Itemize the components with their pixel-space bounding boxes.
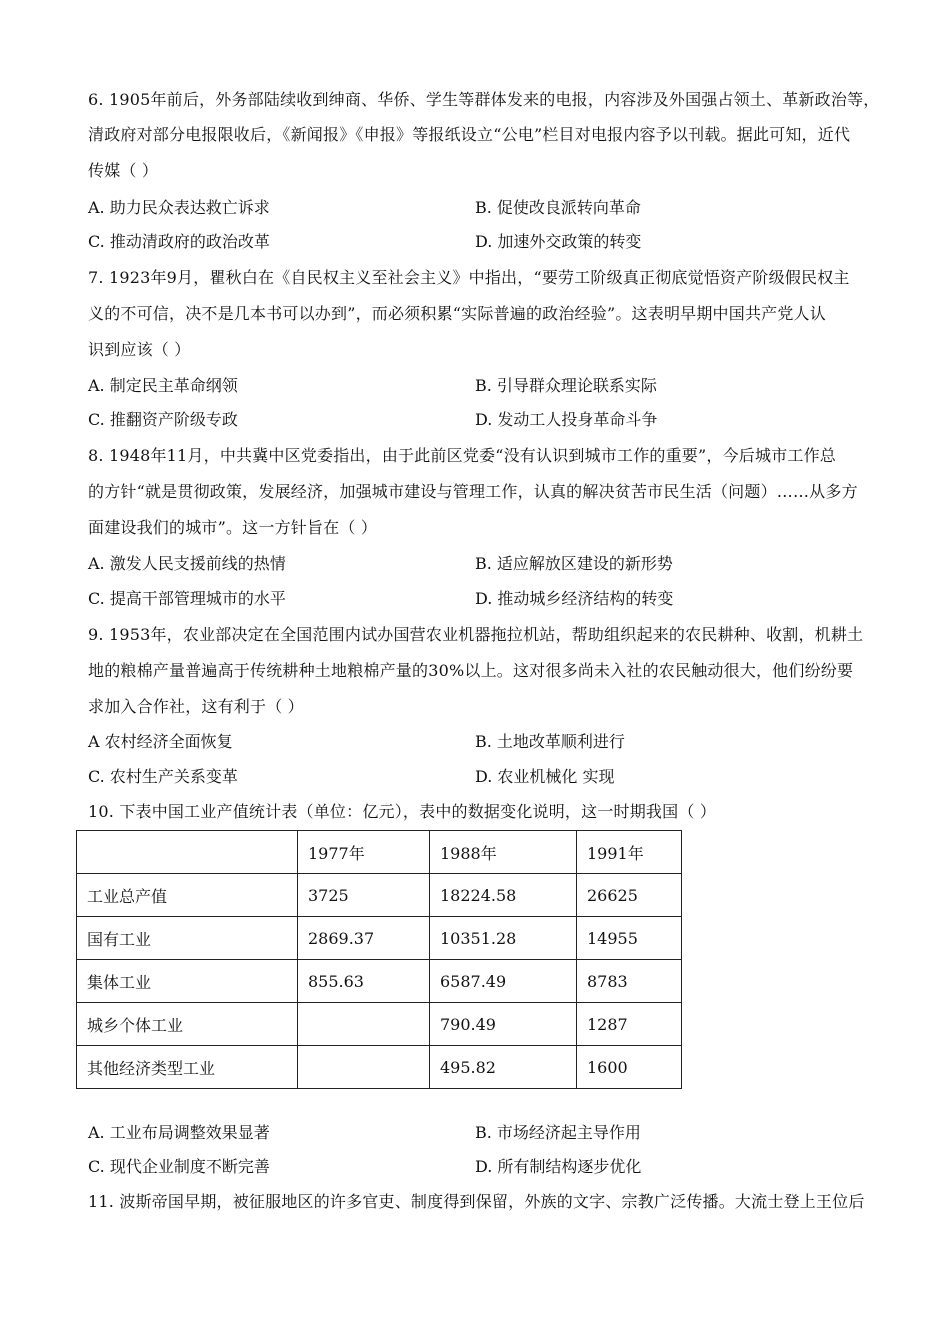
- q9-line-1: 9. 1953年，农业部决定在全国范围内试办国营农业机器拖拉机站，帮助组织起来的农民耕种、收割，机耕土: [88, 625, 864, 644]
- q11-line-1: 11. 波斯帝国早期，被征服地区的许多官吏、制度得到保留，外族的文字、宗教广泛传播。大流士登上王位后: [88, 1192, 865, 1211]
- q9-option-d[interactable]: D. 农业机械化 实现: [475, 767, 615, 786]
- table-cell: 1600: [577, 1046, 682, 1089]
- table-cell: 26625: [577, 874, 682, 917]
- table-cell: 14955: [577, 917, 682, 960]
- table-header-cell: 1991年: [577, 831, 682, 874]
- table-cell: 10351.28: [430, 917, 577, 960]
- table-cell: 1287: [577, 1003, 682, 1046]
- table-header-cell: [77, 831, 298, 874]
- q9-option-a[interactable]: A 农村经济全面恢复: [88, 732, 233, 751]
- q8-line-3: 面建设我们的城市”。这一方针旨在（ ）: [88, 518, 378, 537]
- q10-stem: 10. 下表中国工业产值统计表（单位：亿元），表中的数据变化说明，这一时期我国（ ）: [88, 802, 717, 821]
- table-cell: 工业总产值: [77, 874, 298, 917]
- table-cell: 790.49: [430, 1003, 577, 1046]
- table-header-row: [77, 831, 682, 874]
- table-cell: 集体工业: [77, 960, 298, 1003]
- q6-option-d[interactable]: D. 加速外交政策的转变: [475, 232, 642, 251]
- q6-option-c[interactable]: C. 推动清政府的政治改革: [88, 232, 270, 251]
- q6-option-b[interactable]: B. 促使改良派转向革命: [475, 198, 641, 217]
- q9-line-2: 地的粮棉产量普遍高于传统耕种土地粮棉产量的30%以上。这对很多尚未入社的农民触动很大，他们纷纷要: [88, 661, 854, 680]
- q7-line-1: 7. 1923年9月，瞿秋白在《自民权主义至社会主义》中指出，“要劳工阶级真正彻底觉悟资产阶级假民权主: [88, 268, 850, 287]
- table-cell: 城乡个体工业: [77, 1003, 298, 1046]
- table-cell: [298, 1003, 430, 1046]
- q8-line-2: 的方针“就是贯彻政策，发展经济，加强城市建设与管理工作，认真的解决贫苦市民生活（问题）……从多方: [88, 482, 858, 501]
- q8-option-d[interactable]: D. 推动城乡经济结构的转变: [475, 589, 674, 608]
- q7-line-3: 识到应该（ ）: [88, 340, 191, 359]
- q6-line-1: 6. 1905年前后，外务部陆续收到绅商、华侨、学生等群体发来的电报，内容涉及外国强占领土、革新政治等，: [88, 90, 880, 109]
- q6-line-3: 传媒（ ）: [88, 161, 159, 180]
- q9-option-b[interactable]: B. 土地改革顺利进行: [475, 732, 625, 751]
- table-cell: 18224.58: [430, 874, 577, 917]
- q8-option-a[interactable]: A. 激发人民支援前线的热情: [88, 554, 286, 573]
- table-cell: 其他经济类型工业: [77, 1046, 298, 1089]
- table-cell: 6587.49: [430, 960, 577, 1003]
- table-cell: 国有工业: [77, 917, 298, 960]
- table-cell: [298, 1046, 430, 1089]
- q9-option-c[interactable]: C. 农村生产关系变革: [88, 767, 238, 786]
- q7-option-b[interactable]: B. 引导群众理论联系实际: [475, 376, 657, 395]
- q8-option-c[interactable]: C. 提高干部管理城市的水平: [88, 589, 286, 608]
- q10-option-a[interactable]: A. 工业布局调整效果显著: [88, 1123, 270, 1142]
- table-row: [77, 874, 682, 917]
- q6-line-2: 清政府对部分电报限收后，《新闻报》《申报》等报纸设立“公电”栏目对电报内容予以刊载。据此可知，近代: [88, 125, 851, 144]
- table-header-cell: 1988年: [430, 831, 577, 874]
- q8-option-b[interactable]: B. 适应解放区建设的新形势: [475, 554, 673, 573]
- q10-option-c[interactable]: C. 现代企业制度不断完善: [88, 1157, 270, 1176]
- q10-option-b[interactable]: B. 市场经济起主导作用: [475, 1123, 641, 1142]
- q7-option-c[interactable]: C. 推翻资产阶级专政: [88, 410, 238, 429]
- table-row: [77, 917, 682, 960]
- q6-option-a[interactable]: A. 助力民众表达救亡诉求: [88, 198, 270, 217]
- q9-line-3: 求加入合作社，这有利于（ ）: [88, 697, 304, 716]
- table-header-cell: 1977年: [298, 831, 430, 874]
- table-row: [77, 960, 682, 1003]
- q7-option-a[interactable]: A. 制定民主革命纲领: [88, 376, 238, 395]
- industry-output-table: [76, 830, 682, 1089]
- table-cell: 495.82: [430, 1046, 577, 1089]
- q8-line-1: 8. 1948年11月，中共冀中区党委指出，由于此前区党委“没有认识到城市工作的重要”，今后城市工作总: [88, 446, 836, 465]
- q7-line-2: 义的不可信，决不是几本书可以办到”，而必须积累“实际普遍的政治经验”。这表明早期中国共产党人认: [88, 304, 826, 323]
- table-cell: 2869.37: [298, 917, 430, 960]
- q7-option-d[interactable]: D. 发动工人投身革命斗争: [475, 410, 658, 429]
- table-row: [77, 1003, 682, 1046]
- q10-option-d[interactable]: D. 所有制结构逐步优化: [475, 1157, 642, 1176]
- table-cell: 8783: [577, 960, 682, 1003]
- table-cell: 855.63: [298, 960, 430, 1003]
- table-row: [77, 1046, 682, 1089]
- table-cell: 3725: [298, 874, 430, 917]
